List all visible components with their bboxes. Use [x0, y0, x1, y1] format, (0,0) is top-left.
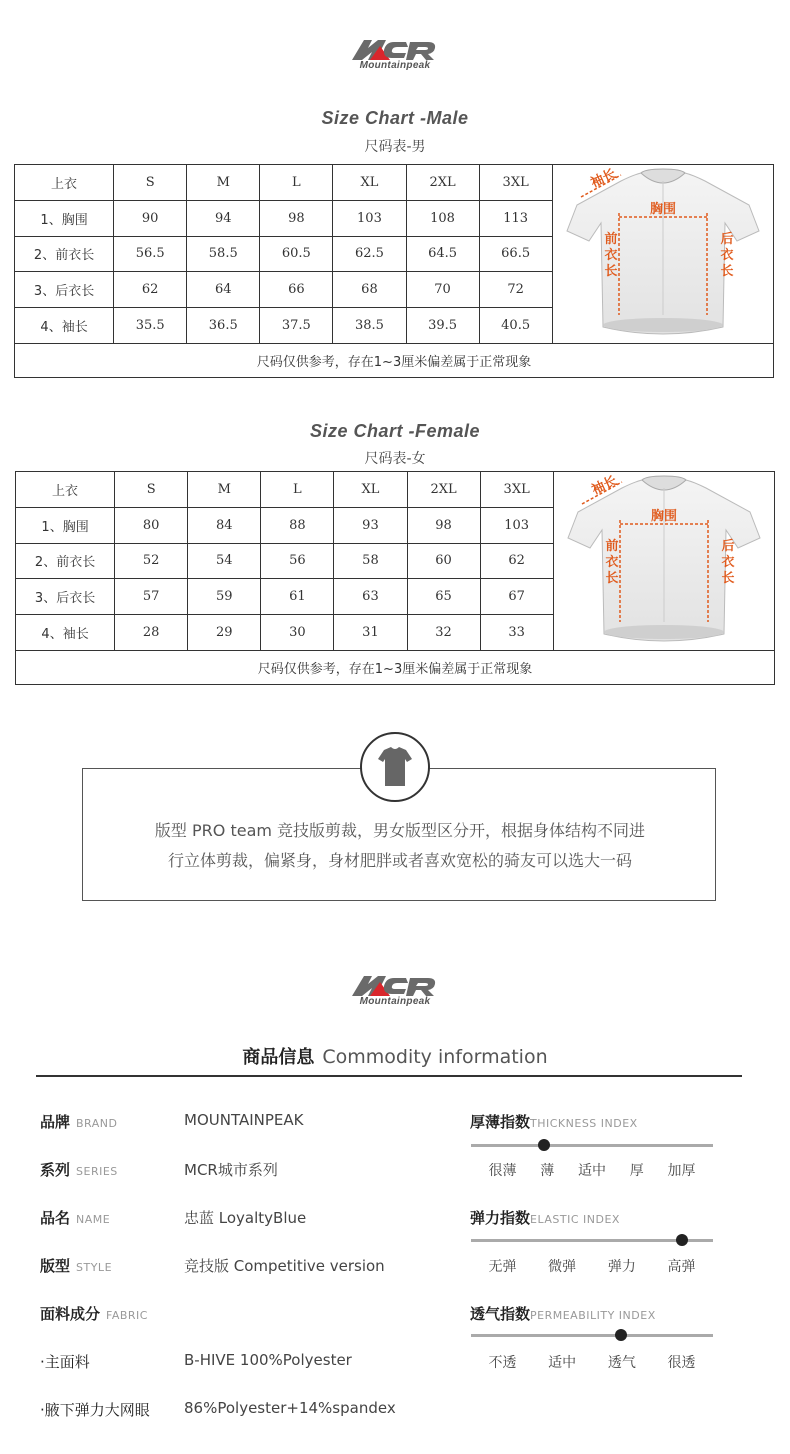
- brand-wordmark: Mountainpeak: [359, 60, 431, 71]
- table-cell: 94: [187, 200, 260, 236]
- table-cell: 52: [115, 543, 188, 579]
- elastic-index-title: [470, 1207, 620, 1228]
- index-scale-label: 适中: [548, 1355, 577, 1371]
- svg-text:衣: 衣: [720, 248, 734, 263]
- header-cell: 2XL: [407, 472, 480, 508]
- index-scale-label: 弹力: [607, 1259, 636, 1275]
- table-cell: 60.5: [260, 236, 333, 272]
- fit-note-line: 行立体剪裁，偏紧身，身材肥胖或者喜欢宽松的骑友可以选大一码: [167, 851, 632, 870]
- svg-text:衣: 衣: [605, 555, 619, 570]
- info-value-name: 忠蓝 LoyaltyBlue: [184, 1209, 307, 1227]
- label-zh: 系列: [40, 1161, 71, 1179]
- table-cell: 59: [188, 579, 261, 615]
- label-zh: 版型: [40, 1257, 71, 1275]
- label-en: NAME: [76, 1213, 111, 1226]
- svg-text:胸围: 胸围: [649, 202, 676, 217]
- svg-text:前: 前: [604, 232, 618, 247]
- index-marker: [538, 1139, 550, 1151]
- info-label-fabric: [40, 1303, 148, 1324]
- table-cell: 98: [260, 200, 333, 236]
- svg-text:胸围: 胸围: [650, 509, 677, 524]
- row-label: 3、后衣长: [15, 272, 114, 308]
- label-zh: 面料成分: [40, 1305, 101, 1323]
- index-marker: [676, 1234, 688, 1246]
- female-chart-title: Size Chart -Female: [309, 421, 481, 441]
- table-cell: 57: [115, 579, 188, 615]
- info-label-brand: [40, 1111, 117, 1132]
- svg-text:长: 长: [720, 264, 734, 279]
- header-cell: 2XL: [406, 165, 479, 201]
- index-marker: [615, 1329, 627, 1341]
- label-zh: ·主面料: [40, 1353, 90, 1371]
- jersey-measure-diagram: [552, 165, 773, 344]
- table-cell: 72: [479, 272, 552, 308]
- commodity-info-heading: [0, 1043, 790, 1069]
- table-cell: 66: [260, 272, 333, 308]
- table-cell: 38.5: [333, 308, 406, 344]
- female-size-table: [15, 471, 775, 685]
- table-header-row: [16, 472, 775, 508]
- table-cell: 40.5: [479, 308, 552, 344]
- table-cell: 62: [114, 272, 187, 308]
- table-cell: 32: [407, 615, 480, 651]
- header-cell: M: [187, 165, 260, 201]
- header-cell: XL: [334, 472, 407, 508]
- table-cell: 62.5: [333, 236, 406, 272]
- index-en: PERMEABILITY INDEX: [530, 1309, 656, 1322]
- table-cell: 65: [407, 579, 480, 615]
- label-zh: 品牌: [40, 1113, 71, 1131]
- info-value-series: MCR城市系列: [184, 1161, 278, 1179]
- size-note: 尺码仅供参考，存在1~3厘米偏差属于正常现象: [16, 651, 775, 685]
- table-cell: 29: [188, 615, 261, 651]
- table-cell: 31: [334, 615, 407, 651]
- index-scale-label: 薄: [540, 1163, 555, 1179]
- info-value-main-fabric: B-HIVE 100%Polyester: [184, 1351, 352, 1369]
- index-en: ELASTIC INDEX: [530, 1213, 620, 1226]
- row-label: 1、胸围: [15, 200, 114, 236]
- header-cell: 3XL: [480, 472, 553, 508]
- index-en: THICKNESS INDEX: [530, 1117, 638, 1130]
- thickness-index-bar: [471, 1144, 713, 1147]
- mcr-logo-icon: [350, 36, 440, 62]
- row-label: 2、前衣长: [16, 543, 115, 579]
- fit-note-line: 版型 PRO team 竞技版剪裁，男女版型区分开，根据身体结构不同进: [154, 821, 646, 840]
- table-cell: 60: [407, 543, 480, 579]
- commodity-info-title-en: Commodity information: [322, 1046, 548, 1068]
- svg-text:后: 后: [720, 232, 734, 247]
- mcr-logo-icon: [350, 972, 440, 998]
- index-scale-label: 无弹: [488, 1259, 517, 1275]
- female-chart-subtitle: 尺码表-女: [364, 451, 426, 467]
- label-en: SERIES: [76, 1165, 118, 1178]
- svg-text:前: 前: [605, 539, 619, 554]
- brand-wordmark: Mountainpeak: [359, 996, 431, 1007]
- size-note: 尺码仅供参考，存在1~3厘米偏差属于正常现象: [15, 344, 774, 378]
- table-header-row: [15, 165, 774, 201]
- table-cell: 113: [479, 200, 552, 236]
- label-en: FABRIC: [106, 1309, 148, 1322]
- row-label: 3、后衣长: [16, 579, 115, 615]
- svg-text:衣: 衣: [721, 555, 735, 570]
- svg-text:长: 长: [721, 571, 735, 586]
- header-cell: S: [114, 165, 187, 201]
- table-cell: 37.5: [260, 308, 333, 344]
- index-scale-label: 很透: [667, 1355, 696, 1371]
- table-cell: 54: [188, 543, 261, 579]
- brand-logo-top: [345, 36, 445, 71]
- elastic-index-bar: [471, 1239, 713, 1242]
- svg-text:长: 长: [605, 571, 619, 586]
- header-cell: XL: [333, 165, 406, 201]
- info-label-series: [40, 1159, 118, 1180]
- table-cell: 64.5: [406, 236, 479, 272]
- table-cell: 35.5: [114, 308, 187, 344]
- info-label-name: [40, 1207, 110, 1228]
- table-cell: 56: [261, 543, 334, 579]
- index-scale-label: 不透: [488, 1355, 517, 1371]
- row-label: 1、胸围: [16, 507, 115, 543]
- male-size-table: [14, 164, 774, 378]
- info-label-style: [40, 1255, 112, 1276]
- table-cell: 88: [261, 507, 334, 543]
- table-cell: 58.5: [187, 236, 260, 272]
- table-cell: 28: [115, 615, 188, 651]
- table-cell: 66.5: [479, 236, 552, 272]
- fit-note-text: [100, 816, 700, 876]
- svg-text:袖长: 袖长: [588, 166, 619, 192]
- tshirt-icon-badge: [360, 732, 430, 802]
- table-cell: 58: [334, 543, 407, 579]
- table-cell: 33: [480, 615, 553, 651]
- table-cell: 62: [480, 543, 553, 579]
- table-cell: 108: [406, 200, 479, 236]
- svg-text:袖长: 袖长: [589, 473, 620, 499]
- header-cell: 3XL: [479, 165, 552, 201]
- index-scale-label: 高弹: [667, 1259, 696, 1275]
- table-cell: 64: [187, 272, 260, 308]
- svg-text:长: 长: [604, 264, 618, 279]
- table-cell: 80: [115, 507, 188, 543]
- table-cell: 68: [333, 272, 406, 308]
- table-cell: 90: [114, 200, 187, 236]
- jersey-measure-diagram: [553, 472, 774, 651]
- index-scale-label: 很薄: [488, 1163, 517, 1179]
- index-zh: 弹力指数: [470, 1209, 531, 1227]
- table-cell: 103: [333, 200, 406, 236]
- thickness-index-title: [470, 1111, 638, 1132]
- table-cell: 103: [480, 507, 553, 543]
- row-label: 2、前衣长: [15, 236, 114, 272]
- table-cell: 61: [261, 579, 334, 615]
- row-label: 4、袖长: [16, 615, 115, 651]
- table-cell: 84: [188, 507, 261, 543]
- svg-text:后: 后: [721, 539, 735, 554]
- header-cell: 上衣: [16, 472, 115, 508]
- label-en: STYLE: [76, 1261, 113, 1274]
- permeability-index-title: [470, 1303, 656, 1324]
- info-value-mesh-fabric: 86%Polyester+14%spandex: [184, 1399, 396, 1417]
- table-cell: 98: [407, 507, 480, 543]
- index-scale-label: 适中: [578, 1163, 606, 1179]
- table-cell: 67: [480, 579, 553, 615]
- header-cell: M: [188, 472, 261, 508]
- header-cell: L: [260, 165, 333, 201]
- label-zh: 品名: [40, 1209, 71, 1227]
- header-cell: L: [261, 472, 334, 508]
- commodity-info-title-zh: 商品信息: [242, 1047, 315, 1068]
- row-label: 4、袖长: [15, 308, 114, 344]
- index-scale-label: 微弹: [548, 1259, 577, 1275]
- info-value-style: 竞技版 Competitive version: [184, 1257, 385, 1275]
- index-scale-label: 加厚: [667, 1163, 696, 1179]
- brand-logo-bottom: [345, 972, 445, 1007]
- info-label-main-fabric: [40, 1351, 90, 1372]
- tshirt-icon: [362, 734, 428, 800]
- male-chart-subtitle: 尺码表-男: [364, 139, 426, 155]
- index-scale-label: 透气: [607, 1355, 636, 1371]
- index-scale-label: 厚: [629, 1163, 644, 1179]
- table-cell: 93: [334, 507, 407, 543]
- table-note-row: [16, 651, 775, 685]
- permeability-index-bar: [471, 1334, 713, 1337]
- table-cell: 56.5: [114, 236, 187, 272]
- table-cell: 63: [334, 579, 407, 615]
- index-zh: 透气指数: [470, 1305, 531, 1323]
- table-cell: 30: [261, 615, 334, 651]
- info-value-brand: MOUNTAINPEAK: [184, 1111, 304, 1129]
- header-cell: S: [115, 472, 188, 508]
- info-label-mesh-fabric: [40, 1399, 150, 1420]
- index-zh: 厚薄指数: [470, 1113, 531, 1131]
- table-cell: 39.5: [406, 308, 479, 344]
- male-chart-title: Size Chart -Male: [321, 108, 469, 128]
- header-cell: 上衣: [15, 165, 114, 201]
- divider: [36, 1075, 742, 1077]
- table-cell: 36.5: [187, 308, 260, 344]
- label-en: BRAND: [76, 1117, 118, 1130]
- svg-text:衣: 衣: [604, 248, 618, 263]
- table-note-row: [15, 344, 774, 378]
- label-zh: ·腋下弹力大网眼: [40, 1401, 150, 1419]
- table-cell: 70: [406, 272, 479, 308]
